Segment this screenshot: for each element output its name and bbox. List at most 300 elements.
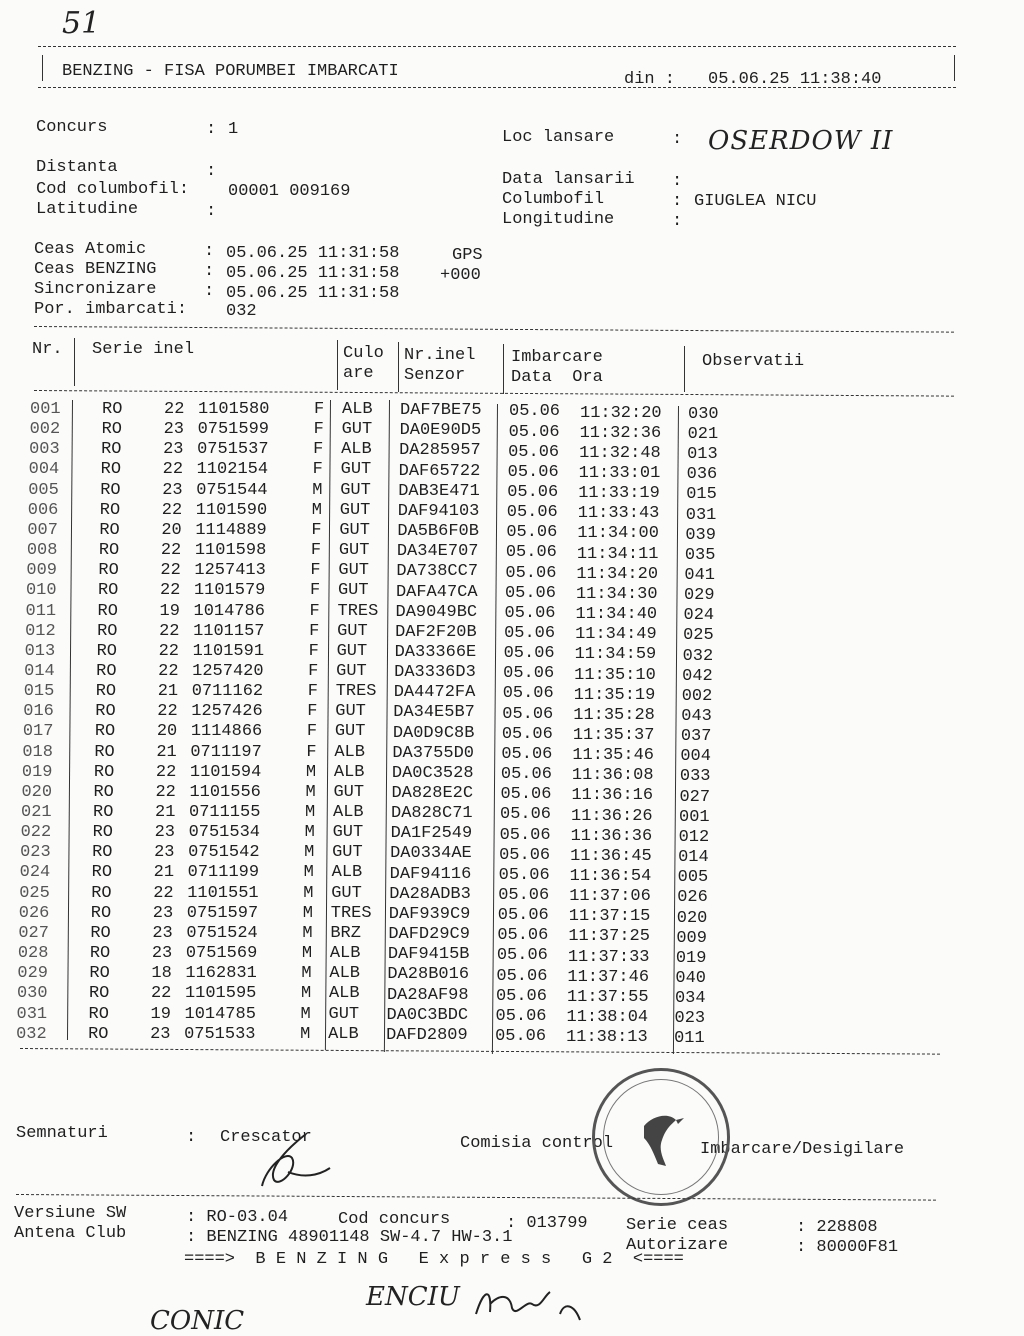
cell-date: 05.06 [503,664,555,684]
cell-sensor: DAF65722 [398,461,481,481]
cell-obs: 029 [683,586,715,606]
autorizare-label: Autorizare [626,1236,729,1255]
table-row [0,903,989,928]
cell-time: 11:34:59 [574,645,657,665]
cell-country: RO [96,641,118,661]
table-row [0,782,991,807]
cell-nr: 025 [19,883,50,903]
header-date-label: din : [624,70,676,89]
cell-country: RO [99,520,120,540]
cell-year: 22 [150,984,172,1004]
col-header-imbarcare-1: Imbarcare [511,348,603,367]
cell-obs: 027 [679,787,711,807]
cell-nr: 020 [21,782,53,802]
cell-time: 11:35:46 [572,746,654,766]
table-row [0,601,996,626]
cell-obs: 020 [676,908,708,928]
cell-date: 05.06 [497,906,549,926]
cell-date: 05.06 [508,422,560,442]
cell-sensor: DA34E707 [396,542,479,562]
col-header-serie: Serie inel [92,340,195,359]
cell-time: 11:36:26 [571,806,653,826]
cell-ring: 1101580 [198,400,270,419]
cell-obs: 032 [682,646,714,666]
por-imbarcati-label: Por. imbarcati: [34,300,188,319]
table-row [0,803,991,827]
table-row [0,923,988,948]
table-row [0,682,994,706]
cell-sensor: DA0E90D5 [399,421,482,441]
cell-country: RO [94,742,115,762]
cell-country: RO [98,541,120,561]
cell-nr: 016 [23,702,54,722]
cell-color: TRES [335,682,377,702]
cell-obs: 043 [681,707,712,727]
cell-year: 22 [160,561,181,581]
cell-time: 11:33:01 [578,464,661,484]
cell-sex: F [307,702,318,722]
cell-date: 05.06 [504,583,556,603]
cell-year: 23 [150,1024,171,1044]
cell-nr: 022 [20,823,52,843]
cell-obs: 036 [686,465,718,485]
benzing-banner: ====> B E N Z I N G E x p r e s s G 2 <==== [184,1250,684,1269]
cell-sex: F [308,641,319,661]
cell-date: 05.06 [509,402,561,422]
cell-sensor: DA28ADB3 [389,884,471,904]
table-row [0,944,988,968]
cell-time: 11:38:04 [566,1008,649,1028]
cell-sensor: DAFA47CA [395,582,478,602]
cell-nr: 027 [18,923,49,943]
cell-nr: 019 [21,762,53,782]
cell-date: 05.06 [502,684,554,704]
cell-year: 22 [157,702,178,722]
cell-sensor: DAF2F20B [395,622,477,642]
cell-time: 11:35:37 [572,725,655,745]
cell-country: RO [89,964,110,984]
cell-date: 05.06 [495,986,547,1006]
table-row [0,762,992,787]
cell-obs: 009 [676,928,707,948]
cell-date: 05.06 [497,926,549,946]
cell-ring: 1257420 [192,661,264,681]
cell-country: RO [92,823,113,843]
handwritten-signature [470,1284,590,1324]
cell-sex: F [306,742,317,762]
sincronizare-sep: : [204,282,215,301]
cell-color: GUT [334,722,366,742]
cell-date: 05.06 [500,785,552,805]
cell-date: 05.06 [504,603,556,623]
cell-sensor: DA828C71 [391,804,473,824]
cell-sex: F [310,541,322,561]
cell-year: 22 [164,400,185,419]
cell-nr: 018 [22,742,53,762]
table-row [0,520,997,545]
cell-nr: 006 [27,500,59,520]
cell-sex: M [304,823,315,843]
cell-year: 22 [160,541,182,561]
cell-sensor: DA4472FA [393,683,476,703]
cell-nr: 026 [18,903,50,923]
cell-color: TRES [330,903,372,923]
cell-obs: 026 [677,888,708,908]
cell-ring: 0751534 [188,823,260,843]
semnaturi-label: Semnaturi [16,1124,108,1143]
cell-time: 11:35:19 [573,685,656,705]
cell-color: GUT [337,621,368,641]
cell-country: RO [100,460,122,480]
cell-ring: 0751542 [188,843,260,863]
cell-sex: M [302,903,313,923]
cell-ring: 0751537 [197,440,269,460]
versiune-sw-label: Versiune SW [14,1204,127,1223]
col-header-nrinel-1: Nr.inel [404,346,476,365]
cell-sex: M [312,480,323,500]
cell-time: 11:34:40 [575,605,658,625]
cell-obs: 023 [674,1009,706,1029]
cell-time: 11:33:19 [578,484,660,504]
cell-year: 22 [153,883,174,903]
cell-color: ALB [334,742,365,762]
cell-year: 21 [153,863,175,883]
cell-nr: 003 [29,440,60,460]
cell-country: RO [98,561,119,581]
cell-color: GUT [335,702,366,722]
ceas-atomic-sep: : [204,242,215,261]
cell-country: RO [90,903,112,923]
cell-year: 23 [152,923,173,943]
cell-sensor: DA3336D3 [394,663,476,683]
cell-ring: 1101157 [193,621,265,641]
cell-sensor: DAF939C9 [388,904,471,924]
cell-date: 05.06 [505,563,557,583]
cod-concurs-label: Cod concurs [338,1210,451,1229]
ceas-benzing-label: Ceas BENZING [34,260,157,279]
cell-sensor: DAFD29C9 [388,925,470,945]
ceas-benzing-suffix: +000 [440,266,481,285]
cell-sex: F [309,621,320,641]
cell-nr: 004 [28,460,60,480]
cell-sensor: DAB3E471 [398,481,480,501]
cell-date: 05.06 [505,543,557,563]
cell-obs: 025 [683,626,714,646]
cell-ring: 1102154 [196,460,269,480]
table-row [0,722,993,747]
cell-date: 05.06 [500,805,552,825]
longitudine-sep: : [672,212,683,231]
cell-date: 05.06 [501,744,553,764]
cell-nr: 014 [24,661,55,681]
cell-sensor: DA33366E [394,642,477,662]
cell-nr: 030 [16,984,48,1004]
cell-year: 20 [156,722,178,742]
cell-color: GUT [331,883,362,903]
cell-time: 11:36:08 [571,766,654,786]
cell-sex: M [301,964,312,984]
serie-ceas-value: : 228808 [796,1218,878,1237]
cell-year: 22 [162,460,184,480]
cell-sensor: DA1F2549 [390,824,473,844]
cell-sex: F [310,561,321,581]
cell-sensor: DA0C3528 [391,763,474,783]
cell-nr: 017 [22,722,54,742]
cell-obs: 024 [683,606,715,626]
crescator-signature [258,1128,338,1190]
cell-color: GUT [328,1004,360,1024]
cell-sex: M [305,782,316,802]
cell-date: 05.06 [507,482,559,502]
cell-ring: 1257413 [194,561,266,581]
cell-obs: 037 [680,727,712,747]
latitudine-label: Latitudine [36,200,139,219]
cell-ring: 1101595 [184,984,257,1004]
autorizare-value: : 80000F81 [796,1238,899,1257]
cell-sensor: DA3755D0 [392,743,474,763]
cell-obs: 034 [674,989,706,1009]
cell-color: GUT [341,420,373,440]
cell-time: 11:35:10 [574,665,656,685]
cell-time: 11:34:00 [577,524,659,544]
cell-country: RO [101,440,122,460]
col-header-nr: Nr. [32,340,63,359]
cell-sex: F [312,460,323,480]
cell-time: 11:33:43 [577,504,660,524]
cell-nr: 007 [27,520,58,540]
table-row [0,742,992,767]
cell-sex: F [313,440,324,460]
cell-sex: F [309,581,321,601]
cell-sensor: DAF94103 [397,501,480,521]
cell-obs: 001 [679,807,710,827]
cell-date: 05.06 [495,1006,547,1026]
cell-sex: M [300,984,312,1004]
serie-ceas-label: Serie ceas [626,1216,729,1235]
cell-time: 11:34:30 [575,584,658,604]
cell-country: RO [100,480,121,500]
table-row [0,863,990,888]
cell-time: 11:34:11 [576,544,659,564]
col-header-culoare-1: Culo [343,344,384,363]
concurs-label: Concurs [36,118,108,137]
cell-ring: 0751544 [196,480,268,500]
table-row [0,702,993,727]
cell-color: ALB [328,1024,359,1044]
cell-ring: 0751599 [197,420,269,440]
cell-year: 23 [152,903,174,923]
cell-country: RO [91,863,113,883]
cell-year: 23 [163,420,184,440]
cell-date: 05.06 [496,966,548,986]
cell-nr: 005 [28,480,59,500]
cell-time: 11:38:13 [566,1028,648,1048]
loc-lansare-label: Loc lansare [502,128,615,147]
columbofil-label: Columbofil [502,190,605,209]
cell-sensor: DAF7BE75 [400,401,482,421]
table-row [0,500,998,525]
cell-color: GUT [338,561,370,581]
cell-year: 21 [155,803,176,822]
longitudine-label: Longitudine [502,210,615,229]
cell-nr: 032 [16,1024,47,1044]
cell-date: 05.06 [506,523,558,543]
distanta-label: Distanta [36,158,118,177]
antena-club-label: Antena Club [14,1224,127,1243]
cell-country: RO [93,803,114,822]
cell-sex: F [307,682,318,702]
antena-club-value: : BENZING 48901148 SW-4.7 HW-3.1 [186,1228,513,1247]
cell-sensor: DAF94116 [389,864,472,884]
cell-date: 05.06 [496,946,548,966]
cell-nr: 015 [23,682,55,702]
columbofil-sep: : [672,192,683,211]
cell-time: 11:34:20 [576,564,659,584]
cell-obs: 019 [675,948,707,968]
table-row [0,621,995,646]
cell-ring: 0751533 [184,1024,256,1044]
cell-sensor: DA28B016 [387,965,470,985]
col-header-imbarcare-2: Data Ora [511,368,603,387]
cod-columbofil-value: 00001 009169 [228,182,351,201]
cell-obs: 035 [684,545,716,565]
table-row [0,400,1000,424]
loc-lansare-value: OSERDOW II [708,126,894,156]
cell-nr: 008 [26,541,58,561]
cell-obs: 002 [681,686,713,706]
cell-ring: 1101591 [192,641,265,661]
cell-sex: M [311,500,322,520]
cell-sex: M [305,803,316,822]
cell-year: 19 [150,1004,171,1024]
cell-color: GUT [340,460,372,480]
cell-ring: 1114889 [195,520,267,540]
columbofil-value: GIUGLEA NICU [694,192,817,211]
cell-color: ALB [342,400,373,419]
cell-sensor: DAF9415B [387,945,470,965]
cell-year: 23 [154,843,175,863]
cell-country: RO [101,420,122,440]
table-row [0,984,987,1009]
cell-obs: 041 [684,565,716,585]
cell-nr: 024 [19,863,51,883]
cell-color: ALB [331,863,363,883]
table-row [0,883,989,908]
cell-obs: 031 [685,505,717,525]
cell-obs: 030 [688,404,719,424]
cell-ring: 1101579 [193,581,266,601]
cell-time: 11:36:54 [569,867,652,887]
latitudine-sep: : [206,202,217,221]
cell-country: RO [99,500,121,520]
cell-sex: F [313,420,324,440]
cell-date: 05.06 [502,704,554,724]
table-row [0,964,987,988]
cell-time: 11:34:49 [575,625,657,645]
cell-time: 11:36:36 [570,826,653,846]
cell-sex: M [300,1004,311,1024]
cell-obs: 039 [685,525,716,545]
cell-ring: 1114866 [190,722,263,742]
cell-color: TRES [337,601,379,621]
table-row [0,561,996,585]
cell-country: RO [93,782,114,802]
table-row [0,460,999,485]
cell-sex: F [306,722,318,742]
cell-obs: 040 [675,968,707,988]
table-row [0,843,990,868]
cell-color: BRZ [330,923,361,943]
cell-country: RO [94,722,116,742]
cell-time: 11:37:55 [566,987,649,1007]
cell-ring: 1101590 [195,500,268,520]
col-header-observatii: Observatii [702,352,805,371]
header-date-value: 05.06.25 11:38:40 [708,70,882,89]
cell-obs: 015 [686,485,717,505]
sincronizare-value: 05.06.25 11:31:58 [226,284,400,303]
cell-color: ALB [329,964,361,984]
cell-sex: M [302,923,313,943]
cell-country: RO [97,601,118,621]
cell-color: GUT [339,500,371,520]
cell-color: GUT [332,843,363,863]
cell-nr: 010 [25,581,57,601]
table-row [0,541,997,565]
cell-nr: 021 [21,803,52,822]
cell-year: 22 [158,661,179,681]
concurs-value: 1 [228,120,239,139]
distanta-sep: : [206,162,217,181]
loc-lansare-sep: : [672,130,683,149]
cell-sensor: DA5B6F0B [397,522,479,542]
cell-ring: 0711199 [187,863,260,883]
table-row [0,480,998,505]
concurs-sep: : [206,120,217,139]
por-imbarcati-value: 032 [226,302,257,321]
cell-year: 22 [161,500,183,520]
cell-sensor: DA0334AE [390,844,472,864]
cell-obs: 021 [687,424,719,444]
cell-sex: F [311,520,322,540]
cell-year: 23 [162,480,183,500]
cell-color: GUT [338,541,370,561]
cell-date: 05.06 [508,442,560,462]
cell-year: 22 [158,641,180,661]
cell-color: ALB [341,440,372,460]
cell-color: ALB [333,803,364,822]
cell-ring: 0751569 [185,944,258,964]
cell-ring: 0751524 [186,923,258,943]
cell-ring: 0711197 [190,742,262,762]
ceas-atomic-suffix: GPS [452,246,483,265]
cell-sex: M [303,863,314,883]
cell-sensor: DAFD2809 [386,1025,468,1045]
cell-country: RO [88,984,110,1004]
cell-country: RO [93,762,115,782]
cell-nr: 002 [29,420,61,440]
ceas-benzing-sep: : [204,262,215,281]
cell-nr: 013 [24,641,56,661]
cell-obs: 004 [680,747,711,767]
cell-nr: 028 [17,944,49,964]
cell-year: 20 [161,520,182,540]
cell-color: GUT [333,782,365,802]
cell-ring: 1101556 [189,782,261,802]
cell-date: 05.06 [503,644,555,664]
cell-country: RO [88,1004,109,1024]
cell-date: 05.06 [501,724,553,744]
cell-country: RO [89,944,111,964]
